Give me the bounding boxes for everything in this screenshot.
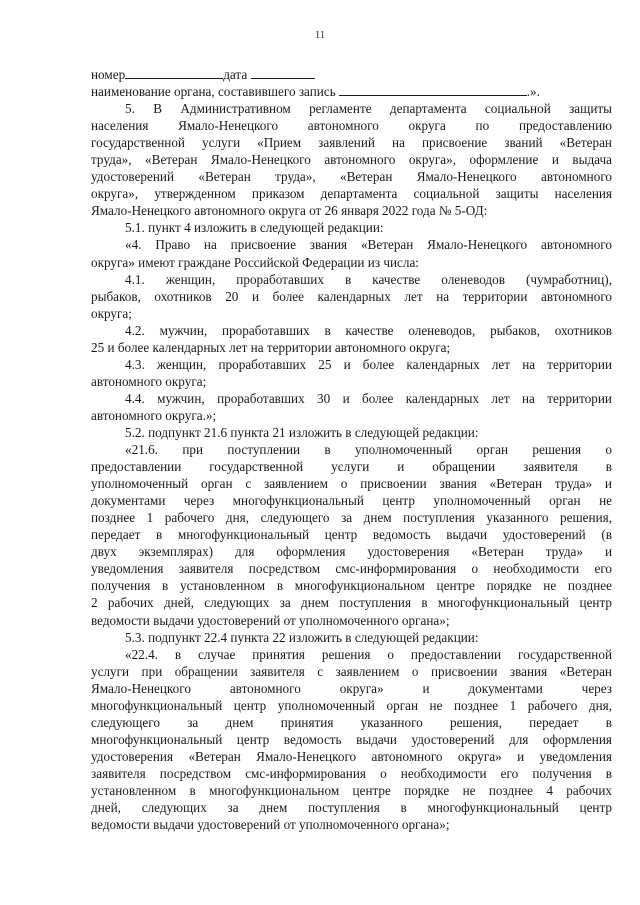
- text-line: следующего за днем принятия указанного решения, передает в: [91, 714, 612, 730]
- text-line: 5.3. подпункт 22.4 пункта 22 изложить в следующей редакции:: [125, 629, 479, 645]
- text-line: «22.4. в случае принятия решения о предоставлении государственной: [125, 646, 612, 662]
- text-line: позднее 1 рабочего дня, следующего за днем поступления указанного решения,: [91, 510, 612, 526]
- text-line: предоставлении государственной услуги и обращении заявителя в: [91, 459, 612, 475]
- text-line: рыбаков, охотников 20 и более календарных лет на территории автономного: [91, 288, 612, 304]
- text-line: 2 рабочих дней, следующих за днем поступления в многофункциональный центр: [91, 595, 612, 611]
- text-line: передает в многофункциональный центр ведомость выдачи удостоверений (в: [91, 527, 612, 543]
- org-end: .».: [526, 84, 540, 100]
- text-line: населения Ямало-Ненецкого автономного округа по предоставлению: [91, 118, 612, 134]
- text-line: автономного округа.»;: [91, 407, 217, 423]
- text-line: труда», «Ветеран Ямало-Ненецкого автономного округа», оформление и выдача: [91, 152, 612, 168]
- text-line: дней, следующих за днем поступления в многофункциональный центр: [91, 800, 612, 816]
- text-line: услуги при обращении заявителя с заявлением о присвоении звания «Ветеран: [91, 663, 612, 679]
- text-line: уполномоченный орган с заявлением о присвоении звания «Ветеран труда» и: [91, 476, 612, 492]
- text-line: ведомости выдачи удостоверений от уполномоченного органа»;: [91, 612, 450, 628]
- text-line: многофункциональный центр ведомость выдачи удостоверений для оформления: [91, 731, 612, 747]
- text-line: автономного округа;: [91, 373, 207, 389]
- text-line: многофункциональный центр уполномоченный орган не позднее 1 рабочего дня,: [91, 697, 612, 713]
- page-number: 11: [314, 29, 326, 41]
- text-line: 4.3. женщин, проработавших 25 и более календарных лет на территории: [125, 356, 612, 372]
- text-line: Ямало-Ненецкого автономного округа» и документами через: [91, 680, 612, 696]
- text-line: 5.2. подпункт 21.6 пункта 21 изложить в следующей редакции:: [125, 424, 479, 440]
- text-line: Ямало-Ненецкого автономного округа от 26 января 2022 года № 5-ОД:: [91, 203, 488, 219]
- document-body: [91, 66, 612, 833]
- text-line: округа;: [91, 305, 132, 321]
- text-line: получения в установленном в многофункциональном центре порядке не позднее: [91, 578, 612, 594]
- text-line: заявителя посредством смс-информирования о необходимости его получения в: [91, 765, 612, 781]
- org-label: наименование органа, составившего запись: [91, 84, 336, 100]
- text-line: округа» имеют граждане Российской Федерации из числа:: [91, 254, 419, 270]
- date-blank: [251, 67, 315, 79]
- text-line: 5.1. пункт 4 изложить в следующей редакции:: [125, 220, 384, 236]
- form-line-organ: [91, 83, 612, 100]
- text-line: 4.2. мужчин, проработавших в качестве оленеводов, рыбаков, охотников: [125, 322, 612, 338]
- text-line: документами через многофункциональный центр уполномоченный орган не: [91, 493, 612, 509]
- text-line: округа», утвержденном приказом департамента социальной защиты населения: [91, 186, 612, 202]
- text-line: двух экземплярах) для оформления удостоверения «Ветеран труда» и: [91, 544, 612, 560]
- text-line: «21.6. при поступлении в уполномоченный орган решения о: [125, 442, 612, 458]
- form-line-number-date: [91, 66, 612, 83]
- number-label: номер: [91, 67, 126, 82]
- text-line: государственной услуги «Прием заявлений на присвоение званий «Ветеран: [91, 135, 612, 151]
- text-line: удостоверений «Ветеран труда», «Ветеран Ямало-Ненецкого автономного: [91, 169, 612, 185]
- text-line: уведомления заявителя посредством смс-информирования о необходимости его: [91, 561, 612, 577]
- text-line: 5. В Административном регламенте департамента социальной защиты: [125, 101, 612, 117]
- date-label: дата: [223, 67, 248, 82]
- text-line: удостоверения «Ветеран Ямало-Ненецкого автономного округа» и уведомления: [91, 748, 612, 764]
- text-line: 4.4. мужчин, проработавших 30 и более календарных лет на территории: [125, 390, 612, 406]
- text-line: «4. Право на присвоение звания «Ветеран Ямало-Ненецкого автономного: [125, 237, 612, 253]
- text-line: ведомости выдачи удостоверений от уполномоченного органа»;: [91, 817, 450, 833]
- text-line: установленном в многофункциональном центре порядке не позднее 4 рабочих: [91, 782, 612, 798]
- text-line: 25 и более календарных лет на территории автономного округа;: [91, 339, 451, 355]
- org-blank: [339, 84, 527, 96]
- number-blank: [125, 67, 223, 79]
- text-line: 4.1. женщин, проработавших в качестве оленеводов (чумработниц),: [125, 271, 612, 287]
